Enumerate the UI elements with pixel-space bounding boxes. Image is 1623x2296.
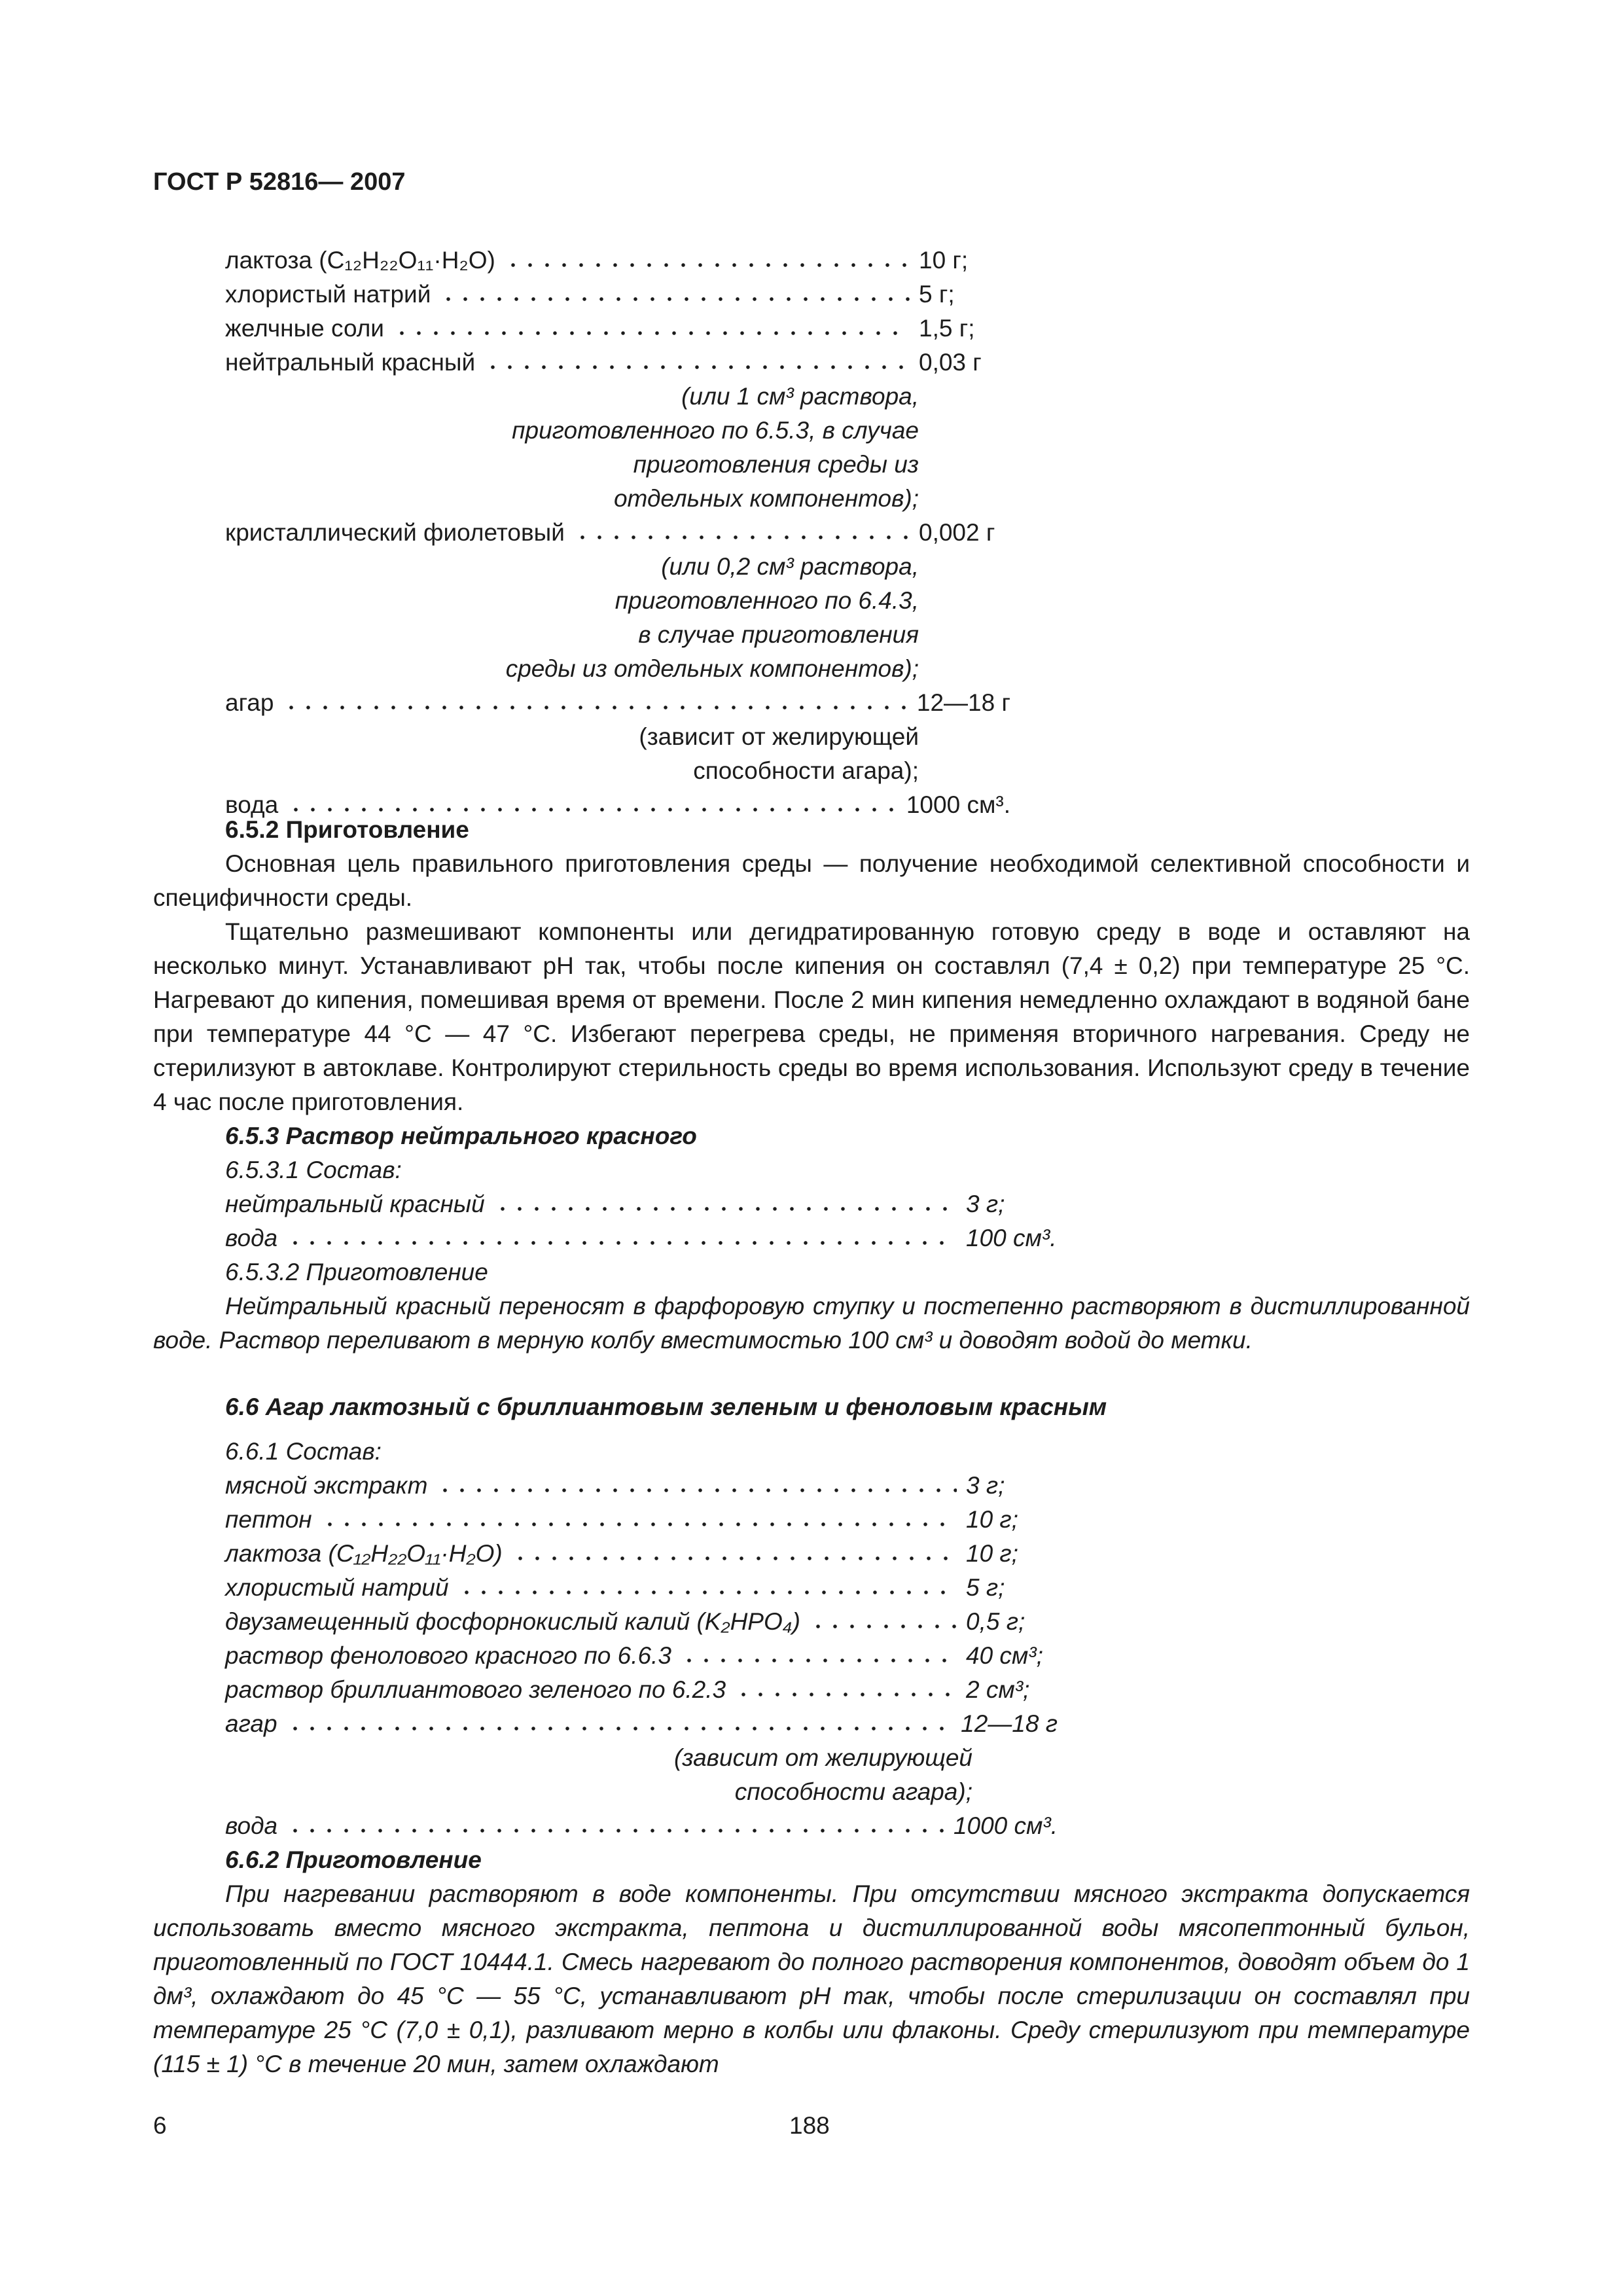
list-item: двузамещенный фосфорнокислый калий (K₂HPO₄) 0,5 г;	[225, 1608, 1026, 1635]
list-item: хлористый натрий 5 г;	[225, 1574, 1005, 1601]
item-note: (или 0,2 см³ раствора,	[661, 553, 919, 580]
item-note: способности агара);	[693, 757, 919, 784]
leader-dots	[321, 1506, 957, 1528]
section-6-6	[153, 1390, 1470, 2081]
paragraph: Нейтральный красный переносят в фарфоровую ступку и постепенно растворяют в дистиллированной воде. Раствор переливают в мерную колбу вместимостью 100 см³ и доводят водой до метки.	[153, 1293, 1470, 1354]
list-item: вода 1000 см³.	[225, 791, 1010, 818]
composition-list-6-6-1	[225, 1469, 1058, 1843]
list-item: агар 12—18 г	[225, 1710, 1058, 1737]
list-item: хлористый натрий 5 г;	[225, 281, 955, 308]
paragraph: Тщательно размешивают компоненты или дегидратированную готовую среду в воде и оставляют на несколько минут. Устанавливают pH так, чтобы после кипения он составлял (7,4 ± 0,2) при температуре 25 °С. Нагревают до кипения, помешивая время от времени. После 2 мин кипения немедленно охлаждают в водяной бане при температуре 44 °С — 47 °С. Избегают перегрева среды, не применяя вторичного нагревания. Среду не стерилизуют в автоклаве. Контролируют стерильность среды во время использования. Используют среду в течение 4 час после приготовления.	[153, 918, 1470, 1115]
item-note: (или 1 см³ раствора,	[681, 383, 919, 410]
leader-dots	[287, 791, 897, 813]
list-item: лактоза (C₁₂H₂₂O₁₁·H₂O) 10 г;	[225, 247, 969, 274]
leader-dots	[574, 519, 910, 541]
leader-dots	[512, 1540, 957, 1562]
item-note: в случае приготовления	[638, 621, 919, 648]
list-item: агар 12—18 г	[225, 689, 1010, 716]
item-note: отдельных компонентов);	[613, 485, 919, 512]
paragraph: Основная цель правильного приготовления среды — получение необходимой селективной способности и специфичности среды.	[153, 850, 1470, 911]
subsection-heading: 6.6.2 Приготовление	[225, 1846, 482, 1873]
leader-dots	[735, 1676, 957, 1698]
leader-dots	[505, 247, 910, 268]
composition-list-6-5-3	[225, 1187, 1058, 1255]
subsection-heading: 6.6.1 Состав:	[225, 1438, 382, 1465]
leader-dots	[437, 1472, 957, 1494]
page-number: 6	[153, 2112, 167, 2139]
section-heading: 6.6 Агар лактозный с бриллиантовым зеленым и феноловым красным	[225, 1393, 1107, 1420]
leader-dots	[287, 1812, 944, 1834]
section-heading: 6.5.3 Раствор нейтрального красного	[225, 1122, 697, 1149]
item-note: среды из отдельных компонентов);	[505, 655, 919, 682]
list-item: желчные соли 1,5 г;	[225, 315, 975, 342]
item-note: способности агара);	[734, 1778, 972, 1805]
list-item: лактоза (C₁₂H₂₂O₁₁·H₂O) 10 г;	[225, 1540, 1018, 1567]
paragraph: При нагревании растворяют в воде компоненты. При отсутствии мясного экстракта допускается использовать вместо мясного экстракта, пептона и дистиллированной воды мясопептонный бульон, приготовленный по ГОСТ 10444.1. Смесь нагревают до полного растворения компонентов, доводят объем до 1 дм³, охлаждают до 45 °С — 55 °С, устанавливают pH так, чтобы после стерилизации он составлял при температуре 25 °С (7,0 ± 0,1), разливают мерно в колбы или флаконы. Среду стерилизуют при температуре (115 ± 1) °С в течение 20 мин, затем охлаждают	[153, 1880, 1470, 2077]
leader-dots	[484, 349, 910, 370]
leader-dots	[287, 1225, 957, 1246]
section-heading: 6.5.2 Приготовление	[225, 816, 469, 843]
composition-list-6-5-1	[225, 243, 1010, 822]
leader-dots	[494, 1191, 957, 1212]
leader-dots	[681, 1642, 957, 1664]
subsection-heading: 6.5.3.1 Состав:	[225, 1157, 402, 1183]
item-note: (зависит от желирующей	[639, 723, 919, 750]
leader-dots	[458, 1574, 957, 1596]
list-item: нейтральный красный 3 г;	[225, 1191, 1005, 1217]
leader-dots	[287, 1710, 952, 1732]
list-item: вода 100 см³.	[225, 1225, 1057, 1251]
list-item: раствор фенолового красного по 6.6.3 40 см³;	[225, 1642, 1043, 1669]
item-note: приготовления среды из	[633, 451, 919, 478]
list-item: пептон 10 г;	[225, 1506, 1018, 1533]
leader-dots	[283, 689, 907, 711]
list-item: вода 1000 см³.	[225, 1812, 1058, 1839]
leader-dots	[393, 315, 910, 336]
leader-dots	[440, 281, 910, 302]
section-6-5-2	[153, 813, 1470, 1119]
list-item: нейтральный красный 0,03 г	[225, 349, 982, 376]
list-item: кристаллический фиолетовый 0,002 г	[225, 519, 995, 546]
list-item: мясной экстракт 3 г;	[225, 1472, 1005, 1499]
item-note: приготовленного по 6.5.3, в случае	[512, 417, 919, 444]
leader-dots	[810, 1608, 957, 1630]
subsection-heading: 6.5.3.2 Приготовление	[225, 1259, 488, 1285]
item-note: приготовленного по 6.4.3,	[615, 587, 919, 614]
list-item: раствор бриллиантового зеленого по 6.2.3 2 см³;	[225, 1676, 1030, 1703]
section-6-5-3	[153, 1119, 1470, 1357]
document-header: ГОСТ Р 52816— 2007	[153, 168, 406, 196]
sheet-number: 188	[789, 2112, 830, 2139]
item-note: (зависит от желирующей	[674, 1744, 972, 1771]
